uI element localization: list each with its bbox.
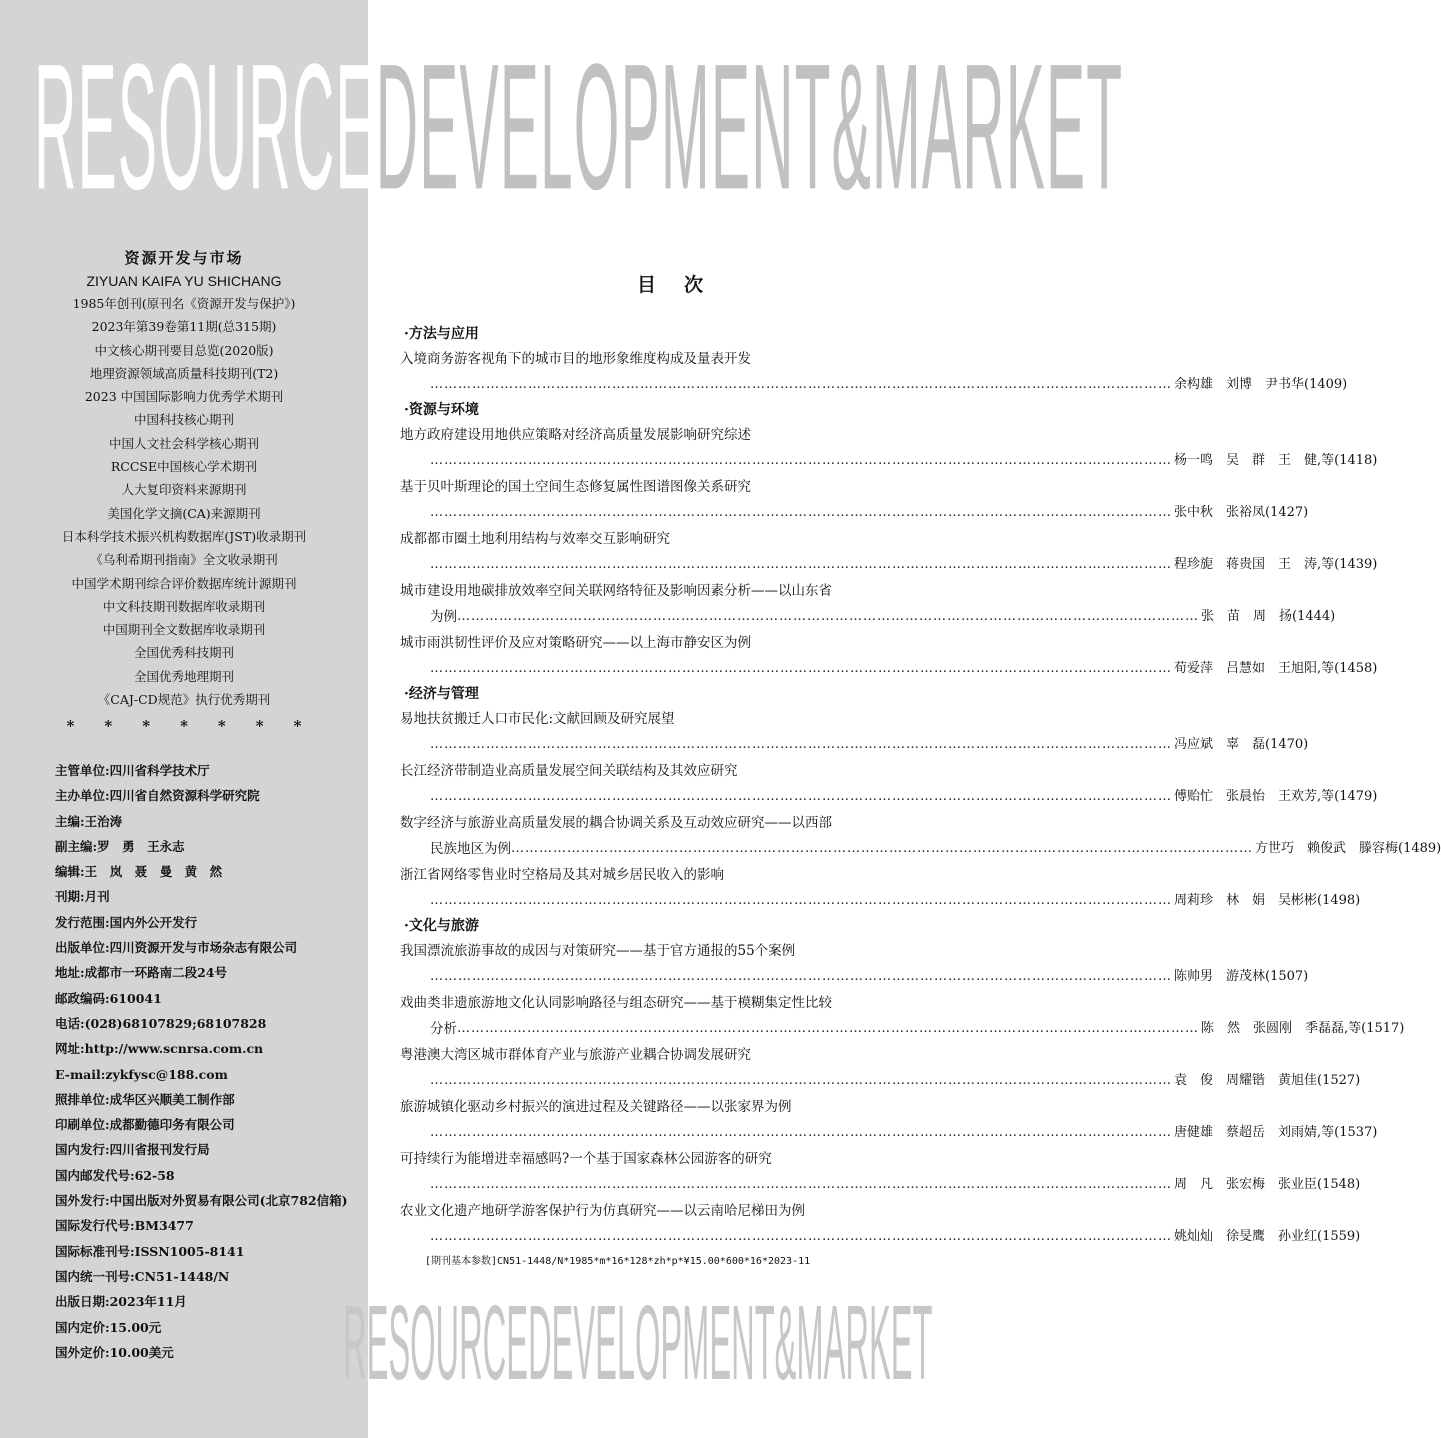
leader-dots — [430, 732, 1172, 758]
toc-title-text: 目次 — [636, 274, 731, 296]
leader-dots — [430, 552, 1172, 578]
leader-dots — [430, 500, 1172, 526]
article-page: (1548) — [1317, 1177, 1361, 1192]
authors-page — [1199, 1016, 1404, 1042]
article-byline — [400, 448, 1378, 474]
article-authors: 冯应斌 辜 磊 — [1174, 737, 1266, 752]
article-page: (1427) — [1265, 505, 1309, 520]
leader-dots — [457, 604, 1199, 630]
leader-dots — [430, 888, 1172, 914]
leader-dots — [430, 1172, 1172, 1198]
info-item: 副主编:罗 勇 王永志 — [55, 838, 185, 854]
article-authors: 姚灿灿 徐旻鹰 孙业红 — [1174, 1229, 1318, 1244]
leader-dots — [511, 836, 1253, 862]
article-authors: 周 凡 张宏梅 张业臣 — [1174, 1177, 1318, 1192]
article-authors: 杨一鸣 吴 群 王 健,等 — [1174, 453, 1335, 468]
journal-parameters: [期刊基本参数]CN51-1448/N*1985*m*16*128*zh*p*¥15.00*600*16*2023-11 — [425, 1256, 811, 1267]
info-item: 电话:(028)68107829;68107828 — [55, 1015, 267, 1031]
authors-page — [1172, 552, 1377, 578]
leader-dots — [430, 1068, 1172, 1094]
info-item: 出版单位:四川资源开发与市场杂志有限公司 — [55, 940, 298, 956]
article-title: 入境商务游客视角下的城市目的地形象维度构成及量表开发 — [400, 351, 751, 367]
article-byline — [400, 604, 1336, 630]
toc-entry[interactable] — [400, 810, 1441, 862]
leader-dots — [457, 1016, 1199, 1042]
authors-page — [1172, 448, 1377, 474]
article-authors: 陈 然 张圆刚 季磊磊,等 — [1201, 1021, 1362, 1036]
info-item: 国内发行:四川省报刊发行局 — [55, 1142, 210, 1158]
article-authors: 荀爱萍 吕慧如 王旭阳,等 — [1174, 661, 1335, 676]
article-page: (1527) — [1317, 1073, 1361, 1088]
info-item: 国内统一刊号:CN51-1448/N — [55, 1268, 230, 1284]
info-item: 照排单位:成华区兴顺美工制作部 — [55, 1091, 235, 1107]
leader-dots — [430, 784, 1172, 810]
honor-item: 2023年第39卷第11期(总315期) — [91, 319, 277, 335]
authors-page — [1172, 372, 1347, 398]
banner-top — [34, 25, 1124, 227]
leader-dots — [430, 372, 1172, 398]
title-continuation: 分析 — [430, 1021, 457, 1037]
info-item: 国内定价:15.00元 — [55, 1319, 162, 1335]
article-title: 我国漂流旅游事故的成因与对策研究——基于官方通报的55个案例 — [400, 943, 796, 959]
honor-item: 中国期刊全文数据库收录期刊 — [102, 622, 266, 638]
info-item: 主办单位:四川省自然资源科学研究院 — [55, 788, 260, 804]
honor-item: 日本科学技术振兴机构数据库(JST)收录期刊 — [61, 528, 307, 544]
info-item: 主管单位:四川省科学技术厅 — [55, 763, 210, 778]
article-authors: 程珍旎 蒋贵国 王 涛,等 — [1174, 557, 1335, 572]
article-byline — [400, 1068, 1361, 1094]
article-page: (1517) — [1361, 1021, 1405, 1036]
article-title: 浙江省网络零售业时空格局及其对城乡居民收入的影响 — [400, 867, 724, 883]
info-item: 主编:王治涛 — [55, 813, 123, 829]
article-page: (1537) — [1334, 1125, 1378, 1140]
info-item: 国外定价:10.00美元 — [55, 1344, 174, 1360]
article-authors: 周莉珍 林 娟 吴彬彬 — [1174, 893, 1318, 908]
info-item: 地址:成都市一环路南二段24号 — [55, 965, 228, 981]
article-page: (1444) — [1292, 609, 1336, 624]
article-title: 城市建设用地碳排放效率空间关联网络特征及影响因素分析——以山东省 — [400, 583, 832, 599]
article-byline — [400, 1016, 1405, 1042]
article-byline — [400, 656, 1378, 682]
table-of-contents — [400, 322, 1441, 1250]
authors-page — [1172, 1172, 1360, 1198]
article-authors: 袁 俊 周耀锴 黄旭佳 — [1174, 1073, 1318, 1088]
authors-page — [1172, 1120, 1377, 1146]
article-page: (1559) — [1317, 1229, 1361, 1244]
honor-item: 中国人文社会科学核心期刊 — [108, 435, 259, 451]
journal-honors-list — [0, 292, 368, 711]
leader-dots — [430, 1224, 1172, 1250]
article-page: (1479) — [1334, 789, 1378, 804]
article-byline — [400, 372, 1348, 398]
honor-item: 美国化学文摘(CA)来源期刊 — [107, 505, 261, 521]
section-heading: ·方法与应用 — [404, 326, 479, 342]
article-title: 成都都市圈土地利用结构与效率交互影响研究 — [400, 531, 670, 547]
article-byline — [400, 552, 1378, 578]
toc-entry[interactable] — [400, 1094, 1378, 1146]
honor-item: 中文科技期刊数据库收录期刊 — [102, 598, 266, 614]
article-page: (1458) — [1334, 661, 1378, 676]
info-item: 发行范围:国内外公开发行 — [55, 914, 198, 930]
journal-name-pinyin: ZIYUAN KAIFA YU SHICHANG — [86, 273, 282, 289]
article-byline — [400, 1120, 1378, 1146]
article-authors: 唐健雄 蔡超岳 刘雨婧,等 — [1174, 1125, 1335, 1140]
article-title: 农业文化遗产地研学游客保护行为仿真研究——以云南哈尼梯田为例 — [400, 1203, 805, 1219]
article-authors: 余构雄 刘博 尹书华 — [1174, 377, 1305, 392]
toc-entry[interactable] — [400, 346, 1348, 398]
authors-page — [1172, 656, 1377, 682]
honor-item: 中国科技核心期刊 — [133, 412, 234, 428]
toc-entry[interactable] — [400, 526, 1378, 578]
article-title: 易地扶贫搬迁人口市民化:文献回顾及研究展望 — [400, 711, 675, 727]
info-item: 编辑:王 岚 聂 曼 黄 然 — [55, 864, 223, 880]
authors-page — [1199, 604, 1335, 630]
honor-item: 《CAJ-CD规范》执行优秀期刊 — [97, 692, 271, 708]
article-authors: 傅贻忙 张晨怡 王欢芳,等 — [1174, 789, 1335, 804]
title-continuation: 为例 — [430, 609, 457, 625]
info-item: E-mail:zykfysc@188.com — [55, 1066, 228, 1082]
authors-page — [1172, 1068, 1360, 1094]
article-byline — [400, 500, 1309, 526]
toc-entry[interactable] — [400, 1042, 1361, 1094]
leader-dots — [430, 656, 1172, 682]
info-item: 邮政编码:610041 — [55, 990, 162, 1006]
authors-page — [1172, 1224, 1360, 1250]
leader-dots — [430, 448, 1172, 474]
toc-title — [0, 270, 1000, 297]
honor-item: RCCSE中国核心学术期刊 — [110, 459, 258, 475]
article-byline — [400, 1224, 1361, 1250]
authors-page — [1172, 732, 1308, 758]
article-byline — [400, 784, 1378, 810]
toc-entry[interactable] — [400, 1198, 1361, 1250]
info-item: 国际发行代号:BM3477 — [55, 1218, 194, 1234]
banner-top-part2: DEVELOPMENT&MARKET — [375, 25, 1124, 227]
section-heading: ·文化与旅游 — [404, 918, 479, 934]
authors-page — [1172, 784, 1377, 810]
honor-item: 中文核心期刊要目总览(2020版) — [94, 342, 274, 358]
title-continuation: 民族地区为例 — [430, 841, 511, 857]
toc-entry[interactable] — [400, 990, 1405, 1042]
banner-bottom: RESOURCEDEVELOPMENT&MARKET — [343, 1285, 933, 1404]
authors-page — [1253, 836, 1441, 862]
honor-item: 全国优秀地理期刊 — [133, 668, 234, 684]
honor-item: 《乌利希期刊指南》全文收录期刊 — [90, 552, 278, 568]
toc-entry[interactable] — [400, 938, 1309, 990]
article-title: 城市雨洪韧性评价及应对策略研究——以上海市静安区为例 — [400, 635, 751, 651]
article-page: (1489) — [1398, 841, 1441, 856]
toc-entry[interactable] — [400, 422, 1378, 474]
info-item: 网址:http://www.scnrsa.com.cn — [55, 1041, 264, 1057]
article-title: 粤港澳大湾区城市群体育产业与旅游产业耦合协调发展研究 — [400, 1047, 751, 1063]
article-page: (1507) — [1265, 969, 1309, 984]
article-page: (1498) — [1317, 893, 1361, 908]
article-authors: 张中秋 张裕凤 — [1174, 505, 1266, 520]
toc-entry[interactable] — [400, 474, 1309, 526]
article-byline — [400, 732, 1309, 758]
article-title: 戏曲类非遗旅游地文化认同影响路径与组态研究——基于模糊集定性比较 — [400, 995, 832, 1011]
article-title: 长江经济带制造业高质量发展空间关联结构及其效应研究 — [400, 763, 738, 779]
honor-item: 地理资源领域高质量科技期刊(T2) — [89, 365, 279, 381]
section-heading: ·资源与环境 — [404, 402, 479, 418]
publication-info-list — [55, 758, 368, 1365]
article-authors: 方世巧 赖俊武 滕容梅 — [1255, 841, 1399, 856]
star-divider: ******* — [66, 717, 332, 736]
article-title: 地方政府建设用地供应策略对经济高质量发展影响研究综述 — [400, 427, 751, 443]
article-title: 数字经济与旅游业高质量发展的耦合协调关系及互动效应研究——以西部 — [400, 815, 832, 831]
toc-entry[interactable] — [400, 1146, 1361, 1198]
journal-name-cn: 资源开发与市场 — [124, 249, 244, 267]
section-heading: ·经济与管理 — [404, 686, 479, 702]
honor-item: 中国学术期刊综合评价数据库统计源期刊 — [71, 575, 297, 591]
honor-item: 1985年创刊(原刊名《资源开发与保护》) — [72, 296, 296, 311]
toc-entry[interactable] — [400, 758, 1378, 810]
info-item: 国外发行:中国出版对外贸易有限公司(北京782信箱) — [55, 1193, 348, 1209]
info-item: 国内邮发代号:62-58 — [55, 1167, 175, 1183]
article-page: (1470) — [1265, 737, 1309, 752]
banner-top-part1: RESOURCE — [34, 25, 376, 227]
journal-info-block — [0, 246, 368, 739]
article-page: (1409) — [1304, 377, 1348, 392]
article-title: 可持续行为能增进幸福感吗?一个基于国家森林公园游客的研究 — [400, 1151, 772, 1167]
toc-entry[interactable] — [400, 630, 1378, 682]
info-item: 印刷单位:成都勤德印务有限公司 — [55, 1117, 235, 1133]
toc-entry[interactable] — [400, 706, 1309, 758]
article-page: (1418) — [1334, 453, 1378, 468]
honor-item: 2023 中国国际影响力优秀学术期刊 — [84, 389, 284, 405]
authors-page — [1172, 964, 1308, 990]
authors-page — [1172, 888, 1360, 914]
leader-dots — [430, 1120, 1172, 1146]
leader-dots — [430, 964, 1172, 990]
article-page: (1439) — [1334, 557, 1378, 572]
honor-item: 人大复印资料来源期刊 — [121, 482, 247, 498]
article-byline — [400, 964, 1309, 990]
info-item: 出版日期:2023年11月 — [55, 1294, 187, 1310]
article-title: 基于贝叶斯理论的国土空间生态修复属性图谱图像关系研究 — [400, 479, 751, 495]
authors-page — [1172, 500, 1308, 526]
info-item: 国际标准刊号:ISSN1005-8141 — [55, 1243, 245, 1259]
honor-item: 全国优秀科技期刊 — [133, 645, 234, 661]
article-byline — [400, 836, 1441, 862]
article-byline — [400, 1172, 1361, 1198]
article-authors: 张 苗 周 扬 — [1201, 609, 1293, 624]
toc-entry[interactable] — [400, 862, 1361, 914]
article-byline — [400, 888, 1361, 914]
article-title: 旅游城镇化驱动乡村振兴的演进过程及关键路径——以张家界为例 — [400, 1099, 792, 1115]
toc-entry[interactable] — [400, 578, 1336, 630]
info-item: 刊期:月刊 — [55, 889, 110, 905]
article-authors: 陈帅男 游茂林 — [1174, 969, 1266, 984]
